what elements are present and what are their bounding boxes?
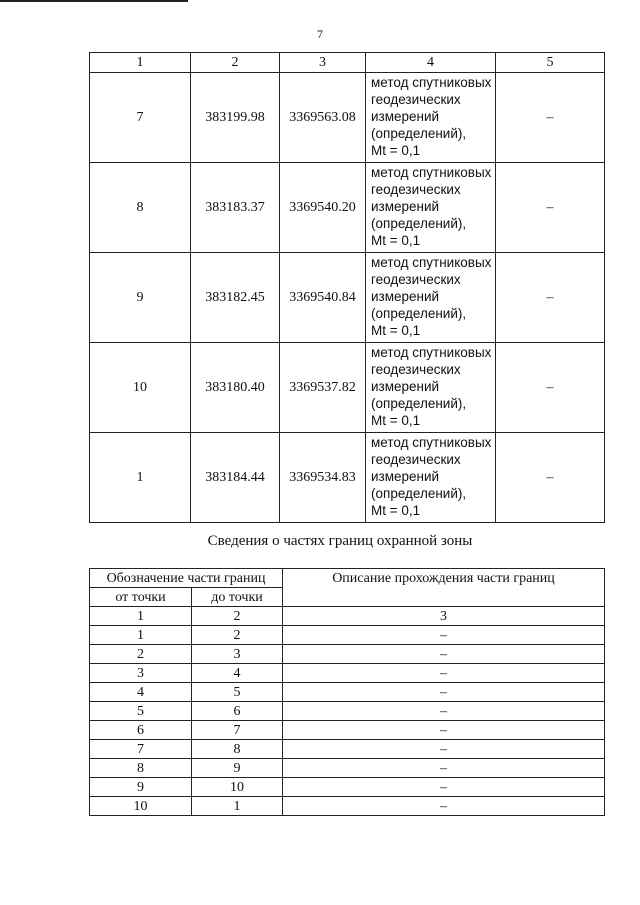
parts-numbering-row: [90, 607, 605, 626]
part-description: –: [283, 740, 605, 759]
method-line: Mt = 0,1: [371, 503, 421, 518]
coordinate-row: [90, 163, 605, 253]
note-dash: –: [496, 73, 605, 163]
from-point: 1: [90, 626, 192, 645]
x-coordinate: 383180.40: [191, 343, 280, 433]
method-line: Mt = 0,1: [371, 413, 421, 428]
column-number: 2: [192, 607, 283, 626]
to-point: 5: [192, 683, 283, 702]
method-line: (определений),: [371, 216, 467, 231]
boundary-part-row: [90, 702, 605, 721]
from-point: 4: [90, 683, 192, 702]
method-line: геодезических: [371, 182, 461, 197]
top-rule: [0, 0, 188, 2]
note-dash: –: [496, 253, 605, 343]
x-coordinate: 383184.44: [191, 433, 280, 523]
boundary-part-row: [90, 626, 605, 645]
part-description: –: [283, 683, 605, 702]
x-coordinate: 383199.98: [191, 73, 280, 163]
boundary-part-row: [90, 683, 605, 702]
part-description: –: [283, 702, 605, 721]
to-point: 2: [192, 626, 283, 645]
to-point: 8: [192, 740, 283, 759]
from-point: 7: [90, 740, 192, 759]
method-line: измерений: [371, 109, 440, 124]
page-number: 7: [317, 27, 323, 41]
method-line: метод спутниковых: [371, 435, 492, 450]
determination-method: [366, 433, 496, 523]
to-point: 10: [192, 778, 283, 797]
boundary-part-row: [90, 778, 605, 797]
method-line: (определений),: [371, 486, 467, 501]
note-dash: –: [496, 163, 605, 253]
boundary-part-row: [90, 797, 605, 816]
from-point: 10: [90, 797, 192, 816]
x-coordinate: 383183.37: [191, 163, 280, 253]
method-line: (определений),: [371, 126, 467, 141]
description-header: Описание прохождения части границ: [283, 569, 605, 607]
to-point: 1: [192, 797, 283, 816]
method-line: метод спутниковых: [371, 345, 492, 360]
determination-method: [366, 253, 496, 343]
point-number: 8: [90, 163, 191, 253]
method-line: измерений: [371, 199, 440, 214]
method-line: Mt = 0,1: [371, 233, 421, 248]
method-line: геодезических: [371, 92, 461, 107]
point-number: 1: [90, 433, 191, 523]
part-description: –: [283, 778, 605, 797]
to-point: 6: [192, 702, 283, 721]
to-point-header: до точки: [192, 588, 283, 607]
y-coordinate: 3369537.82: [280, 343, 366, 433]
x-coordinate: 383182.45: [191, 253, 280, 343]
part-description: –: [283, 797, 605, 816]
method-line: геодезических: [371, 452, 461, 467]
to-point: 4: [192, 664, 283, 683]
column-number: 2: [191, 53, 280, 73]
column-number: 1: [90, 53, 191, 73]
boundary-part-row: [90, 645, 605, 664]
part-description: –: [283, 664, 605, 683]
method-line: Mt = 0,1: [371, 323, 421, 338]
to-point: 7: [192, 721, 283, 740]
column-number: 3: [283, 607, 605, 626]
from-point: 9: [90, 778, 192, 797]
point-number: 10: [90, 343, 191, 433]
note-dash: –: [496, 433, 605, 523]
coordinate-row: [90, 343, 605, 433]
boundary-part-row: [90, 759, 605, 778]
point-number: 9: [90, 253, 191, 343]
method-line: (определений),: [371, 396, 467, 411]
from-point: 6: [90, 721, 192, 740]
section-title: Сведения о частях границ охранной зоны: [207, 533, 473, 549]
point-number: 7: [90, 73, 191, 163]
y-coordinate: 3369563.08: [280, 73, 366, 163]
method-line: Mt = 0,1: [371, 143, 421, 158]
to-point: 9: [192, 759, 283, 778]
method-line: измерений: [371, 289, 440, 304]
boundary-part-row: [90, 740, 605, 759]
coordinate-row: [90, 433, 605, 523]
coordinate-row: [90, 73, 605, 163]
determination-method: [366, 73, 496, 163]
part-description: –: [283, 759, 605, 778]
y-coordinate: 3369540.20: [280, 163, 366, 253]
note-dash: –: [496, 343, 605, 433]
method-line: (определений),: [371, 306, 467, 321]
method-line: метод спутниковых: [371, 255, 492, 270]
column-number: 5: [496, 53, 605, 73]
coordinates-header-row: [90, 53, 605, 73]
column-number: 4: [366, 53, 496, 73]
method-line: измерений: [371, 379, 440, 394]
method-line: измерений: [371, 469, 440, 484]
to-point: 3: [192, 645, 283, 664]
from-point: 3: [90, 664, 192, 683]
column-number: 3: [280, 53, 366, 73]
designation-header: Обозначение части границ: [90, 569, 283, 588]
determination-method: [366, 343, 496, 433]
coordinates-table: [89, 52, 605, 523]
coordinate-row: [90, 253, 605, 343]
part-description: –: [283, 721, 605, 740]
part-description: –: [283, 645, 605, 664]
parts-header-row: [90, 569, 605, 588]
method-line: метод спутниковых: [371, 165, 492, 180]
method-line: метод спутниковых: [371, 75, 492, 90]
method-line: геодезических: [371, 362, 461, 377]
from-point: 8: [90, 759, 192, 778]
determination-method: [366, 163, 496, 253]
boundary-parts-table: [89, 568, 605, 816]
boundary-part-row: [90, 721, 605, 740]
y-coordinate: 3369534.83: [280, 433, 366, 523]
method-line: геодезических: [371, 272, 461, 287]
from-point: 2: [90, 645, 192, 664]
from-point: 5: [90, 702, 192, 721]
from-point-header: от точки: [90, 588, 192, 607]
boundary-part-row: [90, 664, 605, 683]
y-coordinate: 3369540.84: [280, 253, 366, 343]
column-number: 1: [90, 607, 192, 626]
part-description: –: [283, 626, 605, 645]
